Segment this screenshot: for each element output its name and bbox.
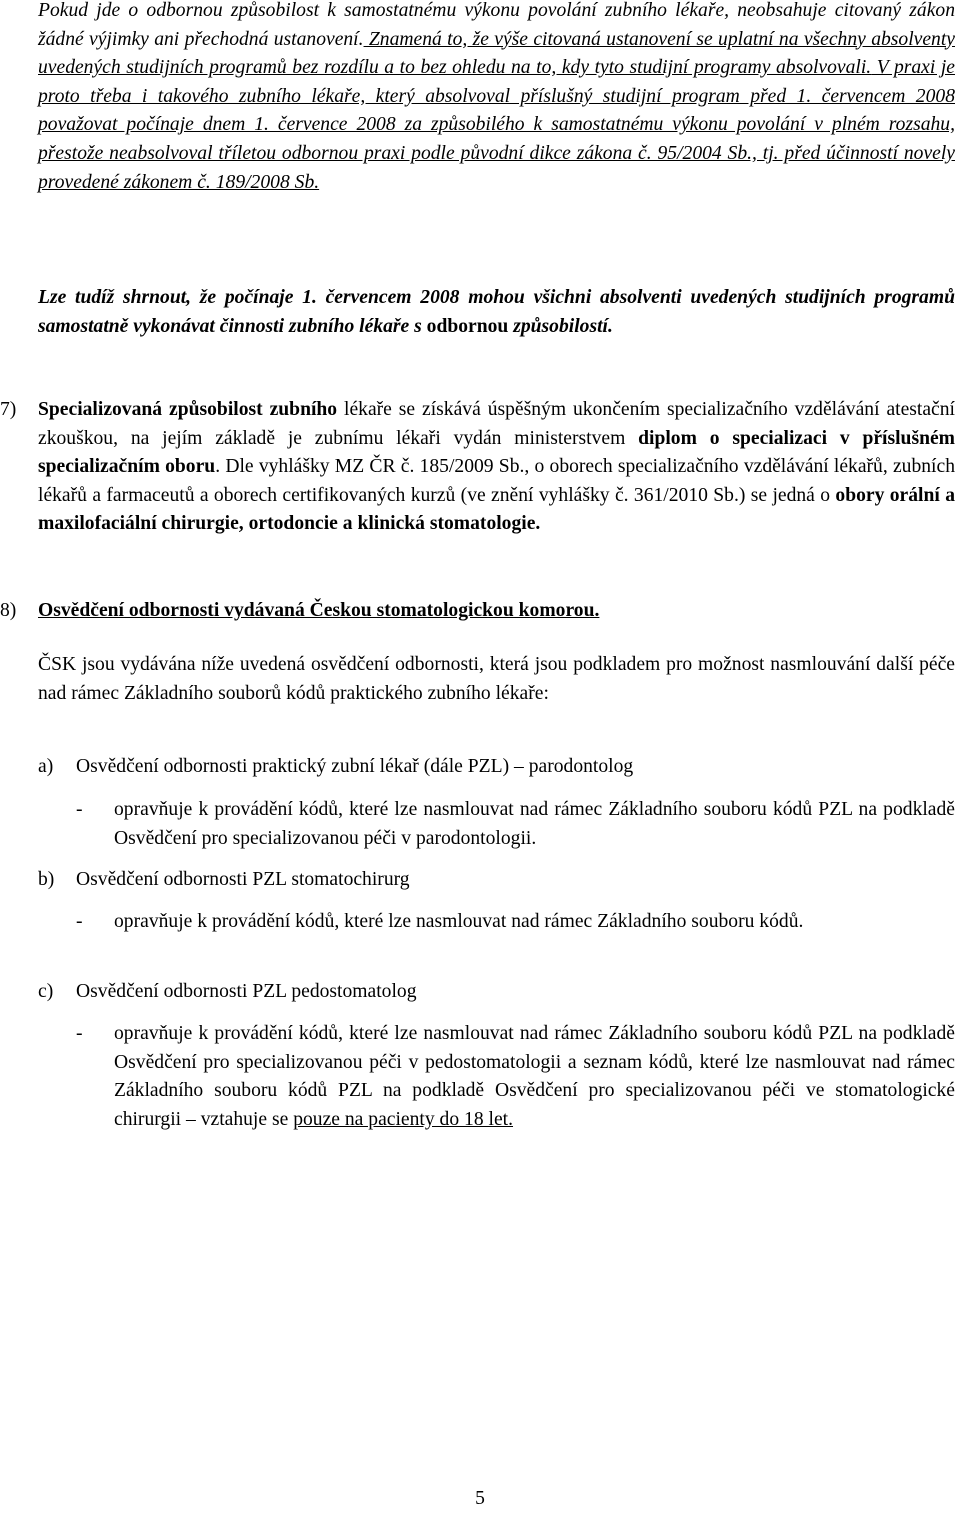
item-c-title: Osvědčení odbornosti PZL pedostomatolog	[76, 981, 417, 1002]
item-c-text: opravňuje k provádění kódů, které lze nasmlouvat nad rámec Základního souboru kódů PZL na podkladě Osvědčení pro specializovanou péči v pedostomatologii a seznam kódů, které lze nasmlouvat nad rámec Základního souboru kódů PZL na podkladě Osvědčení pro specializovanou péči ve stomatologické chirurgii – vztahuje se pouze na pacienty do 18 let.	[114, 1023, 955, 1130]
item-7-number: 7)	[0, 399, 17, 420]
item-7-paragraph	[38, 396, 955, 539]
item-a-text: opravňuje k provádění kódů, které lze nasmlouvat nad rámec Základního souboru kódů PZL na podkladě Osvědčení pro specializovanou péči v parodontologii.	[114, 799, 955, 849]
intro-sentence-1: Pokud jde o odbornou způsobilost k samostatnému výkonu povolání zubního lékaře, neobsahuje citovaný zákon žádné výjimky ani přechodná ustanovení.	[38, 0, 955, 50]
page-number: 5	[475, 1488, 485, 1509]
item-b-label: b)	[38, 869, 55, 890]
item-7-term: Specializovaná způsobilost zubního	[38, 399, 338, 420]
item-8-number: 8)	[0, 600, 17, 621]
item-a-title: Osvědčení odbornosti praktický zubní lékař (dále PZL) – parodontolog	[76, 756, 634, 777]
item-8-intro: ČSK jsou vydávána níže uvedená osvědčení odbornosti, která jsou podkladem pro možnost nasmlouvání další péče nad rámec Základního souborů kódů praktického zubního lékaře:	[38, 654, 955, 704]
item-7-text-2: . Dle vyhlášky MZ ČR č. 185/2009 Sb.	[215, 456, 525, 478]
item-b-text: opravňuje k provádění kódů, které lze nasmlouvat nad rámec Základního souboru kódů.	[114, 911, 804, 932]
item-7-text-3: , o oborech specializačního vzdělávání lékařů, zubních lékařů a farmaceutů a oborech certifikovaných kurzů (ve znění vyhlášky č. 361/2010 Sb.) se jedná o	[38, 456, 955, 506]
item-c-text-underlined: pouze na pacienty do 18 let.	[293, 1108, 514, 1130]
item-7-fields: obory orální a maxilofaciální chirurgie, ortodoncie a klinická stomatologie.	[38, 484, 955, 535]
item-c-label: c)	[38, 981, 54, 1002]
summary-tail-italic: způsobilostí.	[513, 315, 613, 337]
intro-sentence-3: V praxi je proto třeba i takového zubního lékaře, který absolvoval příslušný studijní program před 1. červencem 2008 považovat počínaje dnem 1. července 2008 za způsobilého k samostatnému výkonu povolání v plném rozsahu, přestože neabsolvoval tříletou odbornou praxi podle původní dikce zákona č. 95/2004 Sb., tj. před účinností novely provedené zákonem č. 189/2008 Sb.	[38, 57, 955, 193]
intro-paragraph	[38, 0, 955, 197]
item-b-title: Osvědčení odbornosti PZL stomatochirurg	[76, 869, 410, 890]
item-a-label: a)	[38, 756, 54, 777]
item-8-heading: Osvědčení odbornosti vydávaná Českou stomatologickou komorou.	[38, 600, 600, 621]
intro-sentence-2: Znamená to, že výše citovaná ustanovení se uplatní na všechny absolventy uvedených studijních programů bez rozdílu a to bez ohledu na to, kdy tyto studijní programy absolvovali.	[38, 28, 955, 79]
item-7-text-1: lékaře se získává úspěšným ukončením specializačního vzdělávání atestační zkouškou, na jejím základě je zubnímu lékaři vydán ministerstvem	[38, 399, 955, 449]
item-b-dash: -	[76, 911, 83, 932]
summary-paragraph	[38, 284, 955, 341]
item-c-dash: -	[76, 1023, 83, 1044]
item-7-diploma: diplom o specializaci v příslušném specializačním oboru	[38, 427, 955, 478]
summary-text: Lze tudíž shrnout, že počínaje 1. červencem 2008 mohou všichni absolventi uvedených studijních programů samostatně vykonávat činnosti zubního lékaře s	[38, 287, 955, 337]
summary-tail-plain: odbornou	[426, 315, 514, 337]
item-a-dash: -	[76, 799, 83, 820]
